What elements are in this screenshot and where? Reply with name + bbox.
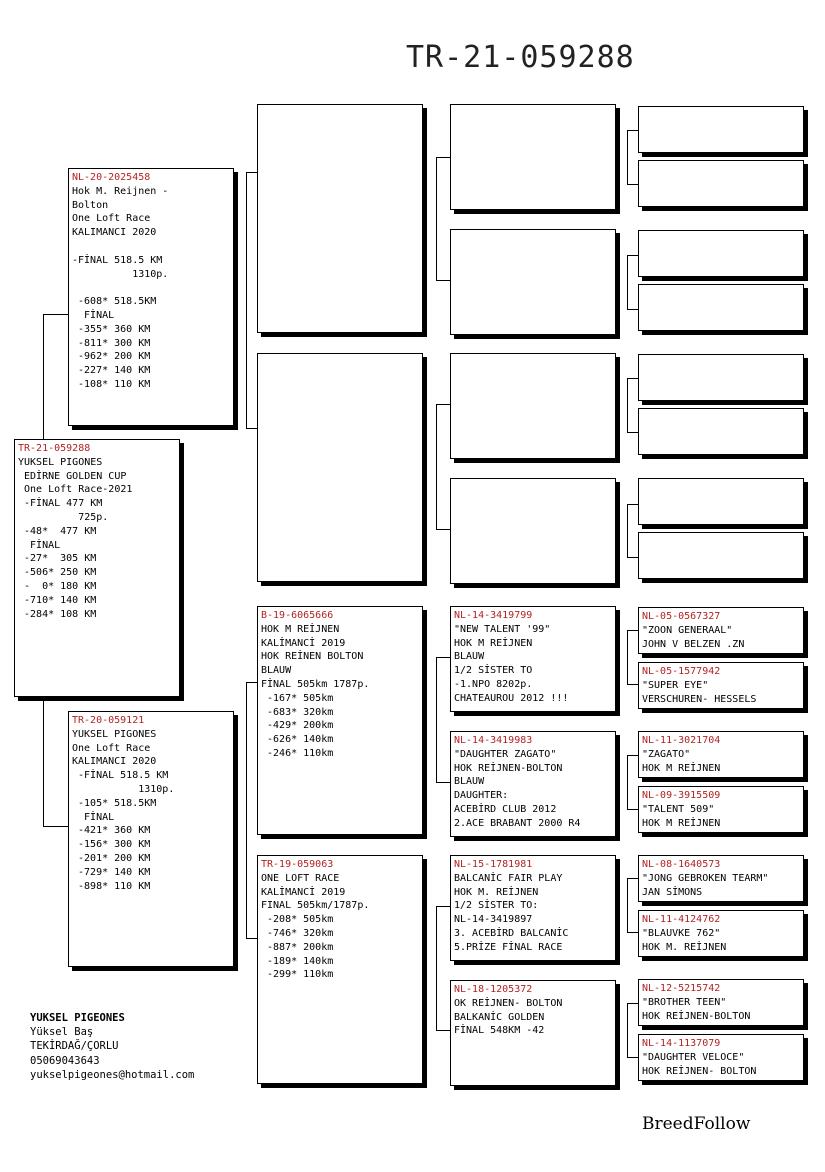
ring-number: TR-21-059288 (18, 443, 91, 454)
brand-logo: BreedFollow (642, 1114, 751, 1134)
card-text: "ZAGATO" HOK M REİJNEN (642, 748, 721, 774)
gen4-card (638, 731, 804, 778)
subject-card (14, 439, 180, 697)
card-text: "ZOON GENERAAL" JOHN V BELZEN .ZN (642, 624, 745, 650)
card-text: "DAUGHTER VELOCE" HOK REİJNEN- BOLTON (642, 1051, 757, 1077)
owner-info (30, 1011, 194, 1082)
ring-number: B-19-6065666 (261, 610, 334, 621)
ring-number: TR-19-059063 (261, 859, 334, 870)
ring-number: NL-11-3021704 (642, 735, 721, 746)
gen3-card (450, 855, 616, 961)
gen4-card-empty-2 (638, 160, 804, 207)
gen4-card-empty-3 (638, 230, 804, 277)
gen4-card-empty-7 (638, 478, 804, 525)
gen4-card (638, 1034, 804, 1081)
gen4-card (638, 910, 804, 957)
ring-number: NL-14-3419799 (454, 610, 533, 621)
ring-number: NL-12-5215742 (642, 983, 721, 994)
card-text: "JONG GEBROKEN TEARM" JAN SİMONS (642, 872, 769, 898)
ring-number: TR-20-059121 (72, 715, 145, 726)
sire-card (68, 168, 234, 426)
ring-number: NL-15-1781981 (454, 859, 533, 870)
gen4-card-empty-4 (638, 284, 804, 331)
card-text: "DAUGHTER ZAGATO" HOK REİJNEN-BOLTON BLAUW DAUGHTER: ACEBİRD CLUB 2012 2.ACE BRABANT 2000 R4 (454, 748, 581, 829)
gen3-card (450, 731, 616, 837)
card-text: "BROTHER TEEN" HOK REİJNEN-BOLTON (642, 996, 751, 1022)
dam-sire-card (257, 606, 423, 835)
dam-dam-card (257, 855, 423, 1084)
card-text: YUKSEL PIGONES EDİRNE GOLDEN CUP One Loft Race-2021 -FİNAL 477 KM 725p. -48* 477 KM FİNAL -27* 305 KM -506* 250 KM - 0* 180 KM -710* 140 KM -284* 108 KM (18, 456, 133, 620)
owner-person: Yüksel Baş (30, 1026, 94, 1039)
card-text: "TALENT 509" HOK M REİJNEN (642, 803, 721, 829)
card-text: HOK M REİJNEN KALİMANCİ 2019 HOK REİNEN BOLTON BLAUW FİNAL 505km 1787p. -167* 505km -683* 320km -429* 200km -626* 140km -246* 110km (261, 623, 370, 759)
gen4-card-empty-8 (638, 532, 804, 579)
owner-phone: 05069043643 (30, 1054, 100, 1067)
gen4-card-empty-1 (638, 106, 804, 153)
card-text: "SUPER EYE" VERSCHUREN- HESSELS (642, 679, 757, 705)
sire-dam-card-empty (257, 353, 423, 582)
gen4-card-empty-6 (638, 408, 804, 455)
card-text: "BLAUVKE 762" HOK M. REİJNEN (642, 927, 727, 953)
gen4-card (638, 662, 804, 709)
card-text: YUKSEL PIGONES One Loft Race KALIMANCI 2020 -FİNAL 518.5 KM 1310p. -105* 518.5KM FİNAL -421* 360 KM -156* 300 KM -201* 200 KM -729* 140 KM -898* 110 KM (72, 728, 175, 892)
ring-number: NL-18-1205372 (454, 984, 533, 995)
ring-number: NL-11-4124762 (642, 914, 721, 925)
ring-number: NL-14-1137079 (642, 1038, 721, 1049)
ring-number: NL-14-3419983 (454, 735, 533, 746)
card-text: Hok M. Reijnen - Bolton One Loft Race KALIMANCI 2020 -FİNAL 518.5 KM 1310p. -608* 518.5KM FİNAL -355* 360 KM -811* 300 KM -962* 200 KM -227* 140 KM -108* 110 KM (72, 185, 169, 390)
ring-number: NL-05-0567327 (642, 611, 721, 622)
gen4-card-empty-5 (638, 354, 804, 401)
gen4-card (638, 979, 804, 1026)
gen3-card (450, 606, 616, 712)
gen4-card (638, 786, 804, 833)
gen3-card-empty-3 (450, 353, 616, 459)
pedigree-title: TR-21-059288 (406, 40, 635, 75)
sire-sire-card-empty (257, 104, 423, 333)
gen3-card (450, 980, 616, 1086)
gen3-card-empty-4 (450, 478, 616, 584)
gen3-card-empty-1 (450, 104, 616, 210)
ring-number: NL-09-3915509 (642, 790, 721, 801)
ring-number: NL-08-1640573 (642, 859, 721, 870)
card-text: BALCANİC FAIR PLAY HOK M. REİJNEN 1/2 SİSTER TO: NL-14-3419897 3. ACEBİRD BALCANİC 5.PRİZE FİNAL RACE (454, 872, 569, 953)
card-text: ONE LOFT RACE KALİMANCİ 2019 FINAL 505km/1787p. -208* 505km -746* 320km -887* 200km -189* 140km -299* 110km (261, 872, 370, 981)
gen4-card (638, 855, 804, 902)
card-text: OK REİJNEN- BOLTON BALKANİC GOLDEN FİNAL 548KM -42 (454, 997, 563, 1037)
owner-email[interactable]: yukselpigeones@hotmail.com (30, 1068, 195, 1081)
owner-name: YUKSEL PIGEONES (30, 1012, 125, 1024)
dam-card (68, 711, 234, 967)
ring-number: NL-20-2025458 (72, 172, 151, 183)
card-text: "NEW TALENT '99" HOK M REİJNEN BLAUW 1/2 SİSTER TO -1.NPO 8202p. CHATEAUROU 2012 !!! (454, 623, 569, 704)
gen3-card-empty-2 (450, 229, 616, 335)
gen4-card (638, 607, 804, 654)
ring-number: NL-05-1577942 (642, 666, 721, 677)
owner-location: TEKİRDAĞ/ÇORLU (30, 1040, 119, 1053)
